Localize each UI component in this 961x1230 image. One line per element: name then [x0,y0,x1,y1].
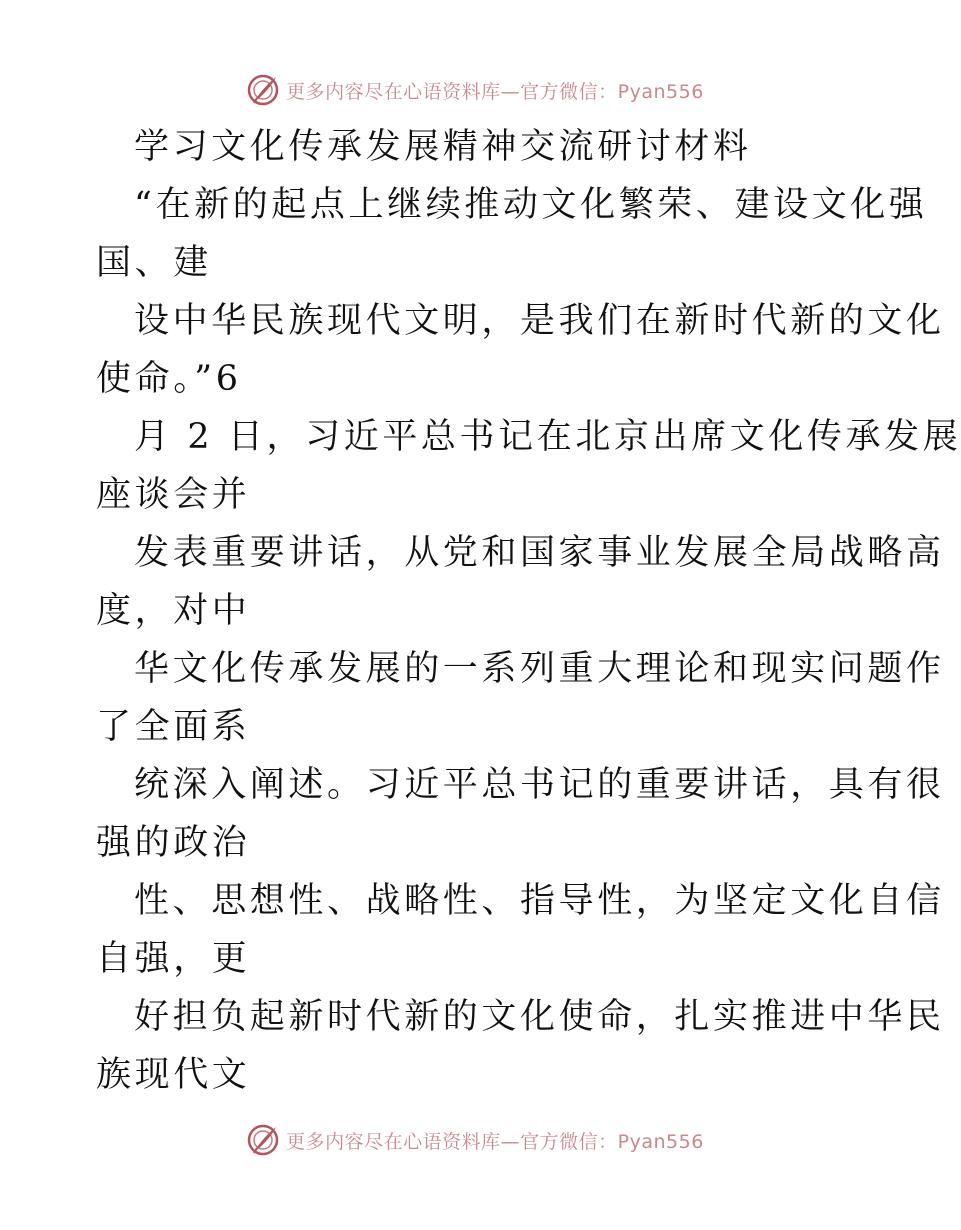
footer-watermark [0,1120,950,1160]
paragraph-line: 统深入阐述。习近平总书记的重要讲话，具有很 [134,765,945,805]
paragraph-line: 性、思想性、战略性、指导性，为坚定文化自信 [134,881,945,921]
paragraph-line: 座谈会并 [96,475,251,515]
paragraph-line: 了全面系 [96,707,251,747]
quill-circle-icon [246,73,280,107]
quill-circle-icon [246,1123,280,1157]
header-watermark [0,70,950,110]
paragraph-line: 好担负起新时代新的文化使命，扎实推进中华民 [134,997,945,1037]
paragraph-line: 国、建 [96,243,212,283]
paragraph-line: 自强，更 [96,939,251,979]
paragraph-line: “在新的起点上继续推动文化繁荣、建设文化强 [134,185,928,225]
paragraph-line: 设中华民族现代文明，是我们在新时代新的文化 [134,301,945,341]
paragraph-line: 使命。”6 [96,359,242,399]
watermark-text: 更多内容尽在心语资料库—官方微信：Pyan556 [286,80,704,103]
paragraph-line: 族现代文 [96,1055,251,1095]
paragraph-line: 度，对中 [96,591,251,631]
document-body [96,118,961,1104]
document-title: 学习文化传承发展精神交流研讨材料 [134,127,752,167]
paragraph-line: 发表重要讲话，从党和国家事业发展全局战略高 [134,533,945,573]
paragraph-line: 月 2 日，习近平总书记在北京出席文化传承发展 [134,417,961,457]
paragraph-line: 强的政治 [96,823,251,863]
paragraph-line: 华文化传承发展的一系列重大理论和现实问题作 [134,649,945,689]
watermark-text: 更多内容尽在心语资料库—官方微信：Pyan556 [286,1130,704,1153]
